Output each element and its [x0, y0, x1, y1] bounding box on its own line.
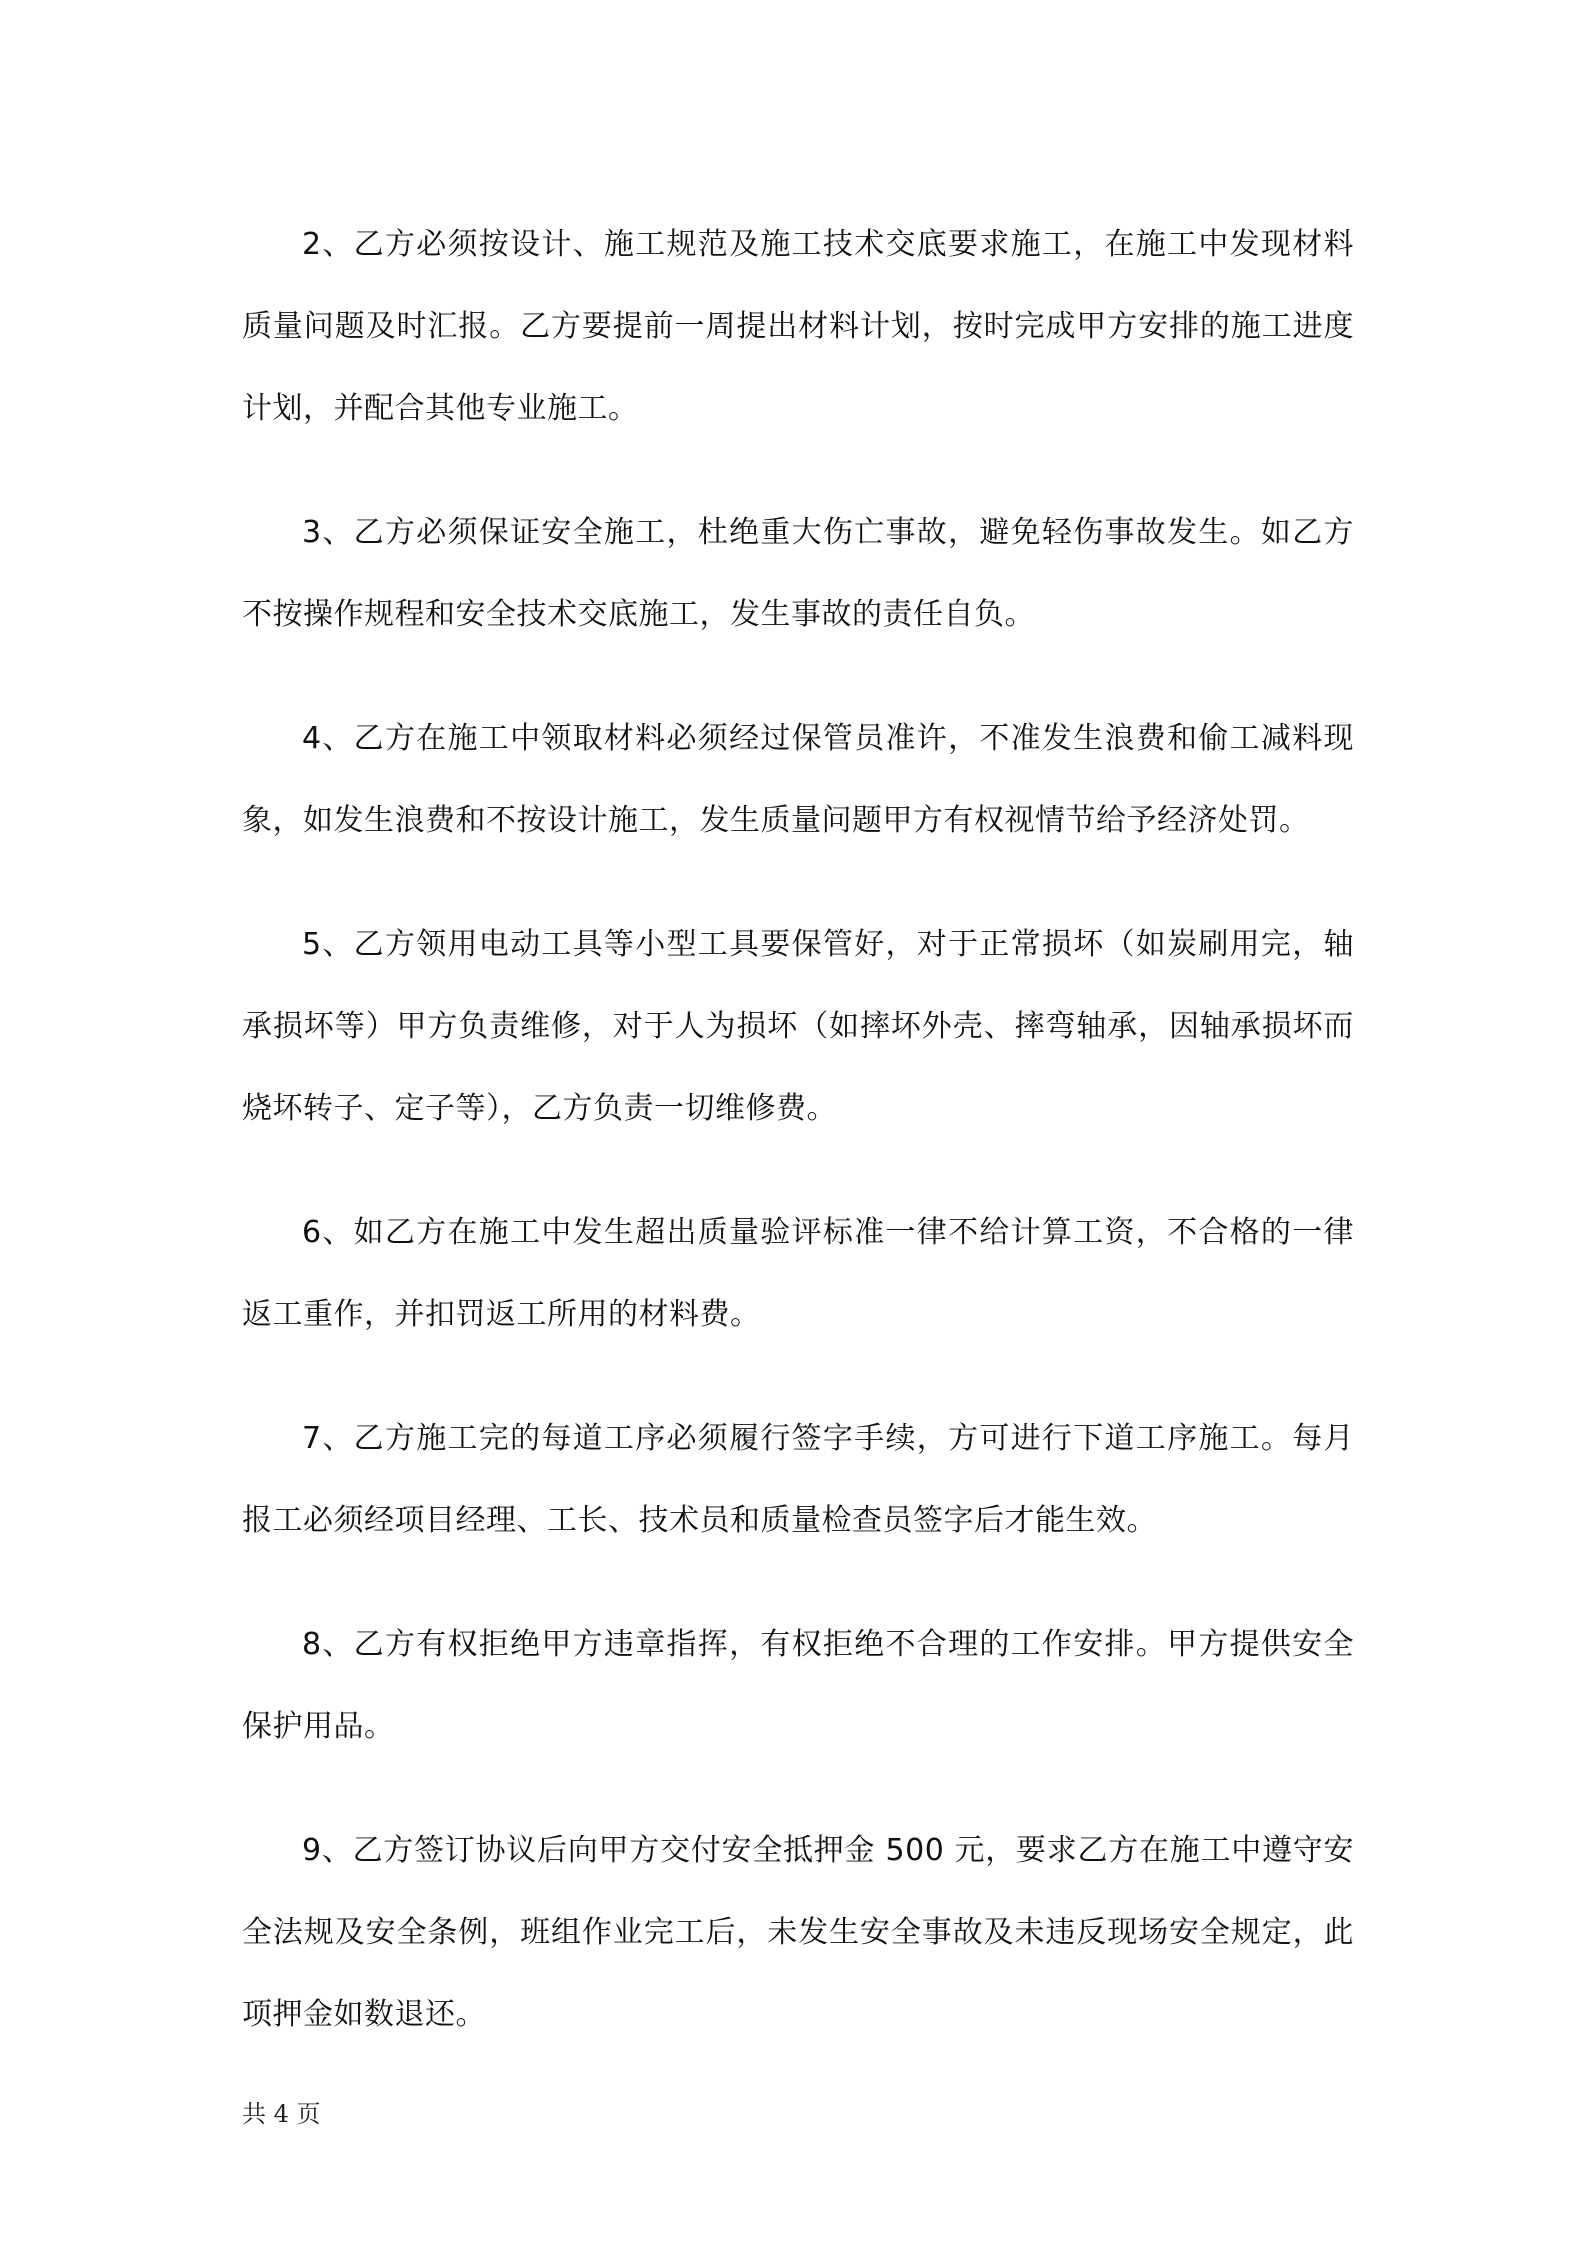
document-body	[242, 204, 1354, 2098]
clause-5: 5、乙方领用电动工具等小型工具要保管好，对于正常损坏（如炭刷用完，轴承损坏等）甲方负责维修，对于人为损坏（如摔坏外壳、摔弯轴承，因轴承损坏而烧坏转子、定子等），乙方负责一切维修费。	[242, 927, 1354, 1126]
clause-2: 2、乙方必须按设计、施工规范及施工技术交底要求施工，在施工中发现材料质量问题及时汇报。乙方要提前一周提出材料计划，按时完成甲方安排的施工进度计划，并配合其他专业施工。	[242, 227, 1354, 426]
page-count-footer: 共 4 页	[242, 2100, 321, 2128]
clause-4: 4、乙方在施工中领取材料必须经过保管员准许，不准发生浪费和偷工减料现象，如发生浪费和不按设计施工，发生质量问题甲方有权视情节给予经济处罚。	[242, 721, 1354, 838]
clause-7: 7、乙方施工完的每道工序必须履行签字手续，方可进行下道工序施工。每月报工必须经项目经理、工长、技术员和质量检查员签字后才能生效。	[242, 1421, 1354, 1538]
clause-6: 6、如乙方在施工中发生超出质量验评标准一律不给计算工资，不合格的一律返工重作，并扣罚返工所用的材料费。	[242, 1215, 1354, 1332]
clause-3: 3、乙方必须保证安全施工，杜绝重大伤亡事故，避免轻伤事故发生。如乙方不按操作规程和安全技术交底施工，发生事故的责任自负。	[242, 515, 1354, 632]
clause-8: 8、乙方有权拒绝甲方违章指挥，有权拒绝不合理的工作安排。甲方提供安全保护用品。	[242, 1627, 1354, 1744]
clause-9: 9、乙方签订协议后向甲方交付安全抵押金 500 元，要求乙方在施工中遵守安全法规及安全条例，班组作业完工后，未发生安全事故及未违反现场安全规定，此项押金如数退还。	[242, 1833, 1354, 2032]
